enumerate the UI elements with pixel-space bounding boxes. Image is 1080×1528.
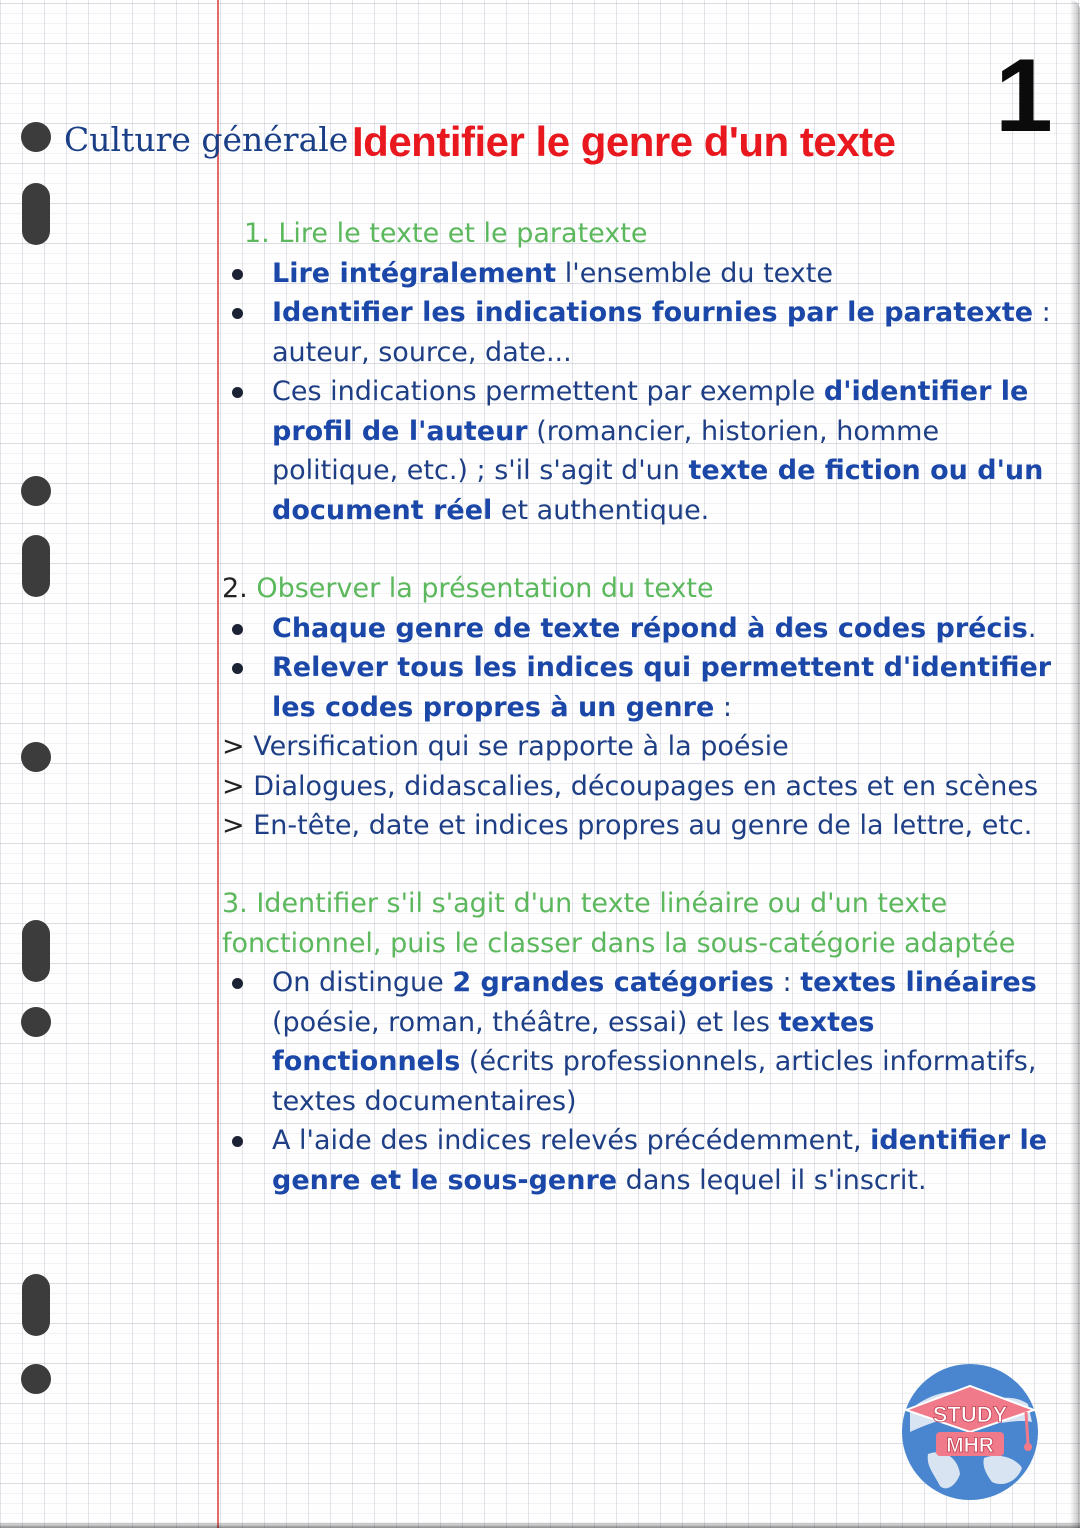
section-3 bbox=[222, 884, 1062, 1200]
page-edge-bottom bbox=[0, 1522, 1080, 1528]
page-number: 1 bbox=[995, 38, 1053, 154]
binder-hole bbox=[21, 1007, 51, 1037]
genre-clue: > Dialogues, didascalies, découpages en actes et en scènes bbox=[222, 770, 1039, 802]
genre-clue: > Versification qui se rapporte à la poésie bbox=[222, 731, 789, 762]
section-1 bbox=[222, 214, 1062, 530]
section-1-list bbox=[222, 254, 1062, 531]
binder-hole bbox=[21, 122, 51, 152]
study-mhr-logo bbox=[900, 1362, 1040, 1502]
page-title: Identifier le genre d'un texte bbox=[352, 118, 896, 165]
logo-line-2: MHR bbox=[946, 1434, 994, 1457]
list-item: Relever tous les indices qui permettent d'identifier les codes propres à un genre : bbox=[222, 648, 1062, 727]
binder-slot bbox=[22, 183, 50, 245]
binder-slot bbox=[22, 535, 50, 597]
section-2-heading: 2. Observer la présentation du texte bbox=[222, 573, 714, 604]
section-2-list bbox=[222, 609, 1062, 728]
subject-label: Culture générale bbox=[64, 120, 349, 159]
margin-line bbox=[217, 0, 219, 1528]
logo-line-1: STUDY bbox=[932, 1402, 1008, 1427]
section-3-heading: 3. Identifier s'il s'agit d'un texte linéaire ou d'un texte fonctionnel, puis le classer dans la sous-catégorie adaptée bbox=[222, 888, 1016, 959]
list-item: Ces indications permettent par exemple d'identifier le profil de l'auteur (romancier, historien, homme politique, etc.) ; s'il s'agit d'un texte de fiction ou d'un document réel et authentique. bbox=[222, 372, 1062, 530]
binder-hole bbox=[21, 1364, 51, 1394]
page-edge bbox=[1070, 0, 1080, 1528]
list-item: A l'aide des indices relevés précédemment, identifier le genre et le sous-genre dans lequel il s'inscrit. bbox=[222, 1121, 1062, 1200]
binder-hole bbox=[21, 742, 51, 772]
section-2 bbox=[222, 569, 1062, 846]
list-item: Chaque genre de texte répond à des codes précis. bbox=[222, 609, 1062, 649]
section-1-heading: 1. Lire le texte et le paratexte bbox=[244, 218, 648, 249]
binder-hole bbox=[21, 476, 51, 506]
section-3-list bbox=[222, 963, 1062, 1200]
list-item: Identifier les indications fournies par le paratexte : auteur, source, date... bbox=[222, 293, 1062, 372]
genre-clue: > En-tête, date et indices propres au genre de la lettre, etc. bbox=[222, 810, 1033, 841]
binder-slot bbox=[22, 920, 50, 982]
list-item: On distingue 2 grandes catégories : textes linéaires (poésie, roman, théâtre, essai) et les textes fonctionnels (écrits professionnels, articles informatifs, textes documentaires) bbox=[222, 963, 1062, 1121]
binder-slot bbox=[22, 1274, 50, 1336]
list-item: Lire intégralement l'ensemble du texte bbox=[222, 254, 1062, 294]
